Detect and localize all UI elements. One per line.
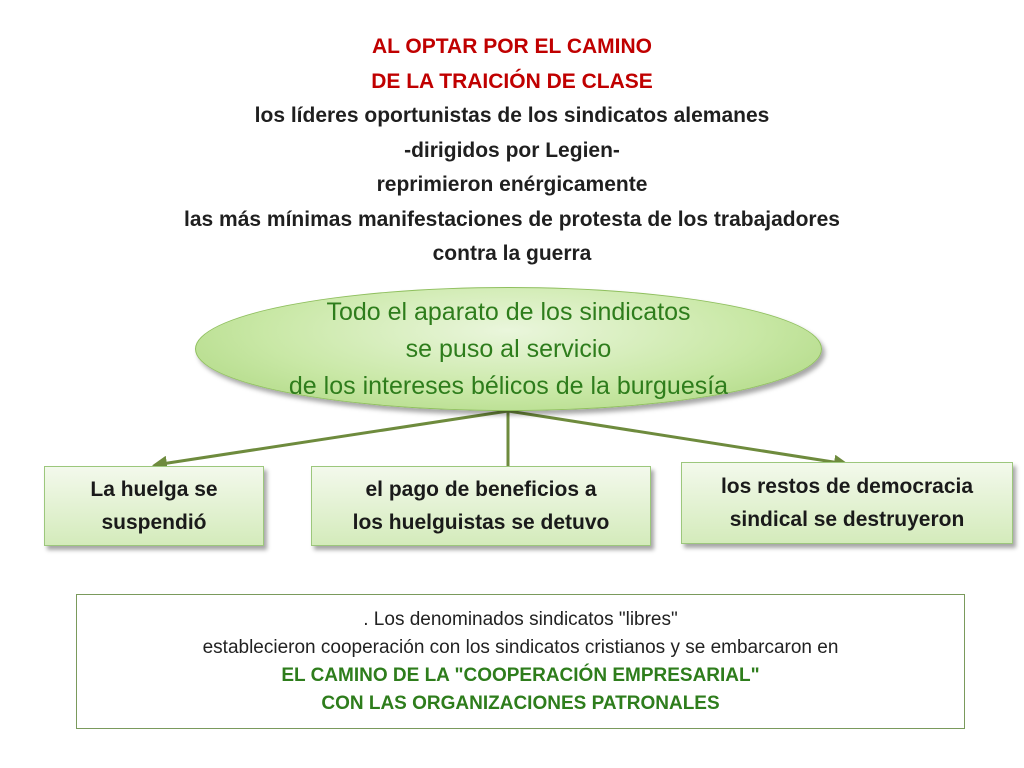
child-box-3-line-2: sindical se destruyeron [729,508,965,531]
header-line-4: -dirigidos por Legien- [404,138,620,162]
arrow-to-box-3 [508,411,846,464]
center-node-line-3: de los intereses bélicos de la burguesía [288,371,729,400]
footer-note-box [76,594,965,729]
child-box-1-line-1: La huelga se [90,478,218,501]
child-box-1-line-2: suspendió [101,511,207,534]
center-node-line-1: Todo el aparato de los sindicatos [326,297,691,326]
header-line-6: las más mínimas manifestaciones de protesta de los trabajadores [184,207,840,231]
footer-line-3: EL CAMINO DE LA "COOPERACIÓN EMPRESARIAL" [281,664,760,686]
center-node-line-2: se puso al servicio [405,334,612,363]
header-line-2: DE LA TRAICIÓN DE CLASE [371,69,653,93]
footer-line-2: establecieron cooperación con los sindicatos cristianos y se embarcaron en [202,636,839,658]
child-box-strike-suspended [44,466,264,546]
header-line-1: AL OPTAR POR EL CAMINO [371,35,652,58]
center-node-oval [195,287,822,411]
header-line-3: los líderes oportunistas de los sindicatos alemanes [254,104,770,127]
arrow-to-box-1 [155,411,508,465]
child-box-2-line-1: el pago de beneficios a [365,478,597,501]
footer-line-1: . Los denominados sindicatos "libres" [363,608,678,630]
header-line-7: contra la guerra [432,242,592,265]
header-line-5: reprimieron enérgicamente [376,173,648,196]
child-box-2-line-2: los huelguistas se detuvo [352,511,610,534]
child-box-benefits-stopped [311,466,651,546]
child-box-3-line-1: los restos de democracia [720,475,974,498]
child-box-democracy-destroyed [681,462,1013,544]
footer-line-4: CON LAS ORGANIZACIONES PATRONALES [321,692,720,714]
